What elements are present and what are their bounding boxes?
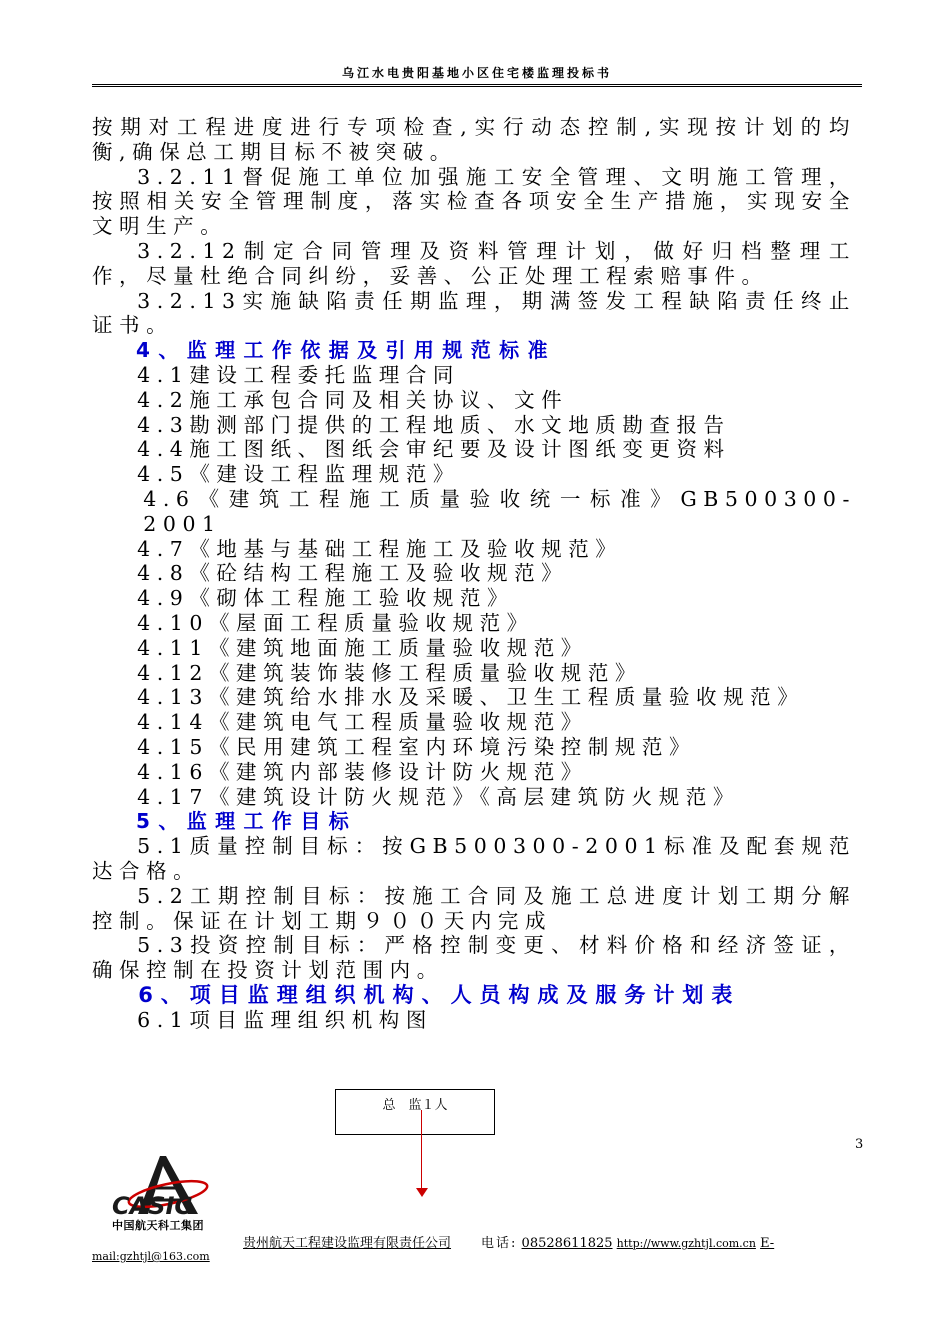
paragraph-3-2-11: 3.2.11督促施工单位加强施工安全管理、文明施工管理，按照相关安全管理制度，落实检查各项安全生产措施，实现安全文明生产。 [92, 164, 856, 239]
ref-item: 4.1建设工程委托监理合同 [137, 362, 460, 387]
footer-email-link[interactable]: mail:gzhtjl@163.com [92, 1250, 210, 1263]
paragraph-3-2-12: 3.2.12制定合同管理及资料管理计划，做好归档整理工作，尽量杜绝合同纠纷，妥善、公正处理工程索赔事件。 [92, 238, 856, 288]
page-header: 乌江水电贵阳基地小区住宅楼监理投标书 [341, 66, 612, 80]
page-number: 3 [855, 1137, 864, 1152]
header-rule-double [92, 86, 862, 87]
ref-item: 4.14《建筑电气工程质量验收规范》 [137, 710, 588, 735]
org-chart-top-box [335, 1089, 495, 1135]
footer-url-link[interactable]: http://www.gzhtjl.com.cn [616, 1237, 756, 1250]
logo-text: CASIC [112, 1192, 193, 1220]
ref-item: 4.13《建筑给水排水及采暖、卫生工程质量验收规范》 [137, 685, 805, 710]
ref-item: 4.7《地基与基础工程施工及验收规范》 [137, 536, 623, 561]
ref-item: 4.3勘测部门提供的工程地质、水文地质勘查报告 [137, 412, 731, 437]
ref-item: 4.2施工承包合同及相关协议、文件 [137, 387, 569, 412]
ref-item: 4.15《民用建筑工程室内环境污染控制规范》 [137, 734, 697, 759]
paragraph-3-2-13: 3.2.13实施缺陷责任期监理，期满签发工程缺陷责任终止证书。 [92, 288, 856, 338]
ref-item: 4.10《屋面工程质量验收规范》 [137, 610, 534, 635]
footer-phone: 08528611825 [521, 1236, 613, 1251]
footer [243, 1232, 774, 1251]
ref-item: 4.5《建设工程监理规范》 [137, 462, 460, 487]
paragraph: 按期对工程进度进行专项检查,实行动态控制,实现按计划的均衡,确保总工期目标不被突破。 [92, 115, 856, 164]
arrow-down-icon [416, 1188, 428, 1197]
logo-company-name: 中国航天科工集团 [112, 1219, 204, 1232]
ref-item: 4.9《砌体工程施工验收规范》 [137, 586, 515, 611]
ref-item: 4.11《建筑地面施工质量验收规范》 [137, 635, 588, 660]
ref-item: 4.12《建筑装饰装修工程质量验收规范》 [137, 660, 642, 685]
ref-item: 4.16《建筑内部装修设计防火规范》 [137, 759, 588, 784]
section-heading-5: 5、监理工作目标 [136, 809, 358, 834]
section-heading-6: 6、项目监理组织机构、人员构成及服务计划表 [138, 982, 741, 1007]
target-investment: 5.3投资控制目标：严格控制变更、材料价格和经济签证，确保控制在投资计划范围内。 [92, 933, 856, 983]
header-rule [92, 84, 862, 85]
target-quality: 5.1质量控制目标：按GB500300-2001标准及配套规范达合格。 [92, 834, 856, 883]
footer-phone-label: 电话: [481, 1236, 518, 1251]
section-heading-4: 4、监理工作依据及引用规范标准 [136, 338, 556, 363]
ref-item: 4.8《砼结构工程施工及验收规范》 [137, 561, 569, 586]
org-connector-line [421, 1110, 422, 1192]
target-schedule: 5.2工期控制目标：按施工合同及施工总进度计划工期分解控制。保证在计划工期９００天内完成 [92, 883, 856, 933]
subsection-6-1: 6.1项目监理组织机构图 [137, 1007, 433, 1032]
ref-item: 4.6《建筑工程施工质量验收统一标准》GB500300-2001 [143, 486, 856, 536]
ref-item: 4.17《建筑设计防火规范》《高层建筑防火规范》 [137, 784, 740, 809]
footer-company: 贵州航天工程建设监理有限责任公司 [243, 1236, 452, 1251]
ref-item: 4.4施工图纸、图纸会审纪要及设计图纸变更资料 [137, 437, 731, 462]
footer-email-start: E- [760, 1236, 775, 1251]
document-body [92, 115, 856, 1032]
org-box-label: 总 监１人 [382, 1098, 448, 1113]
